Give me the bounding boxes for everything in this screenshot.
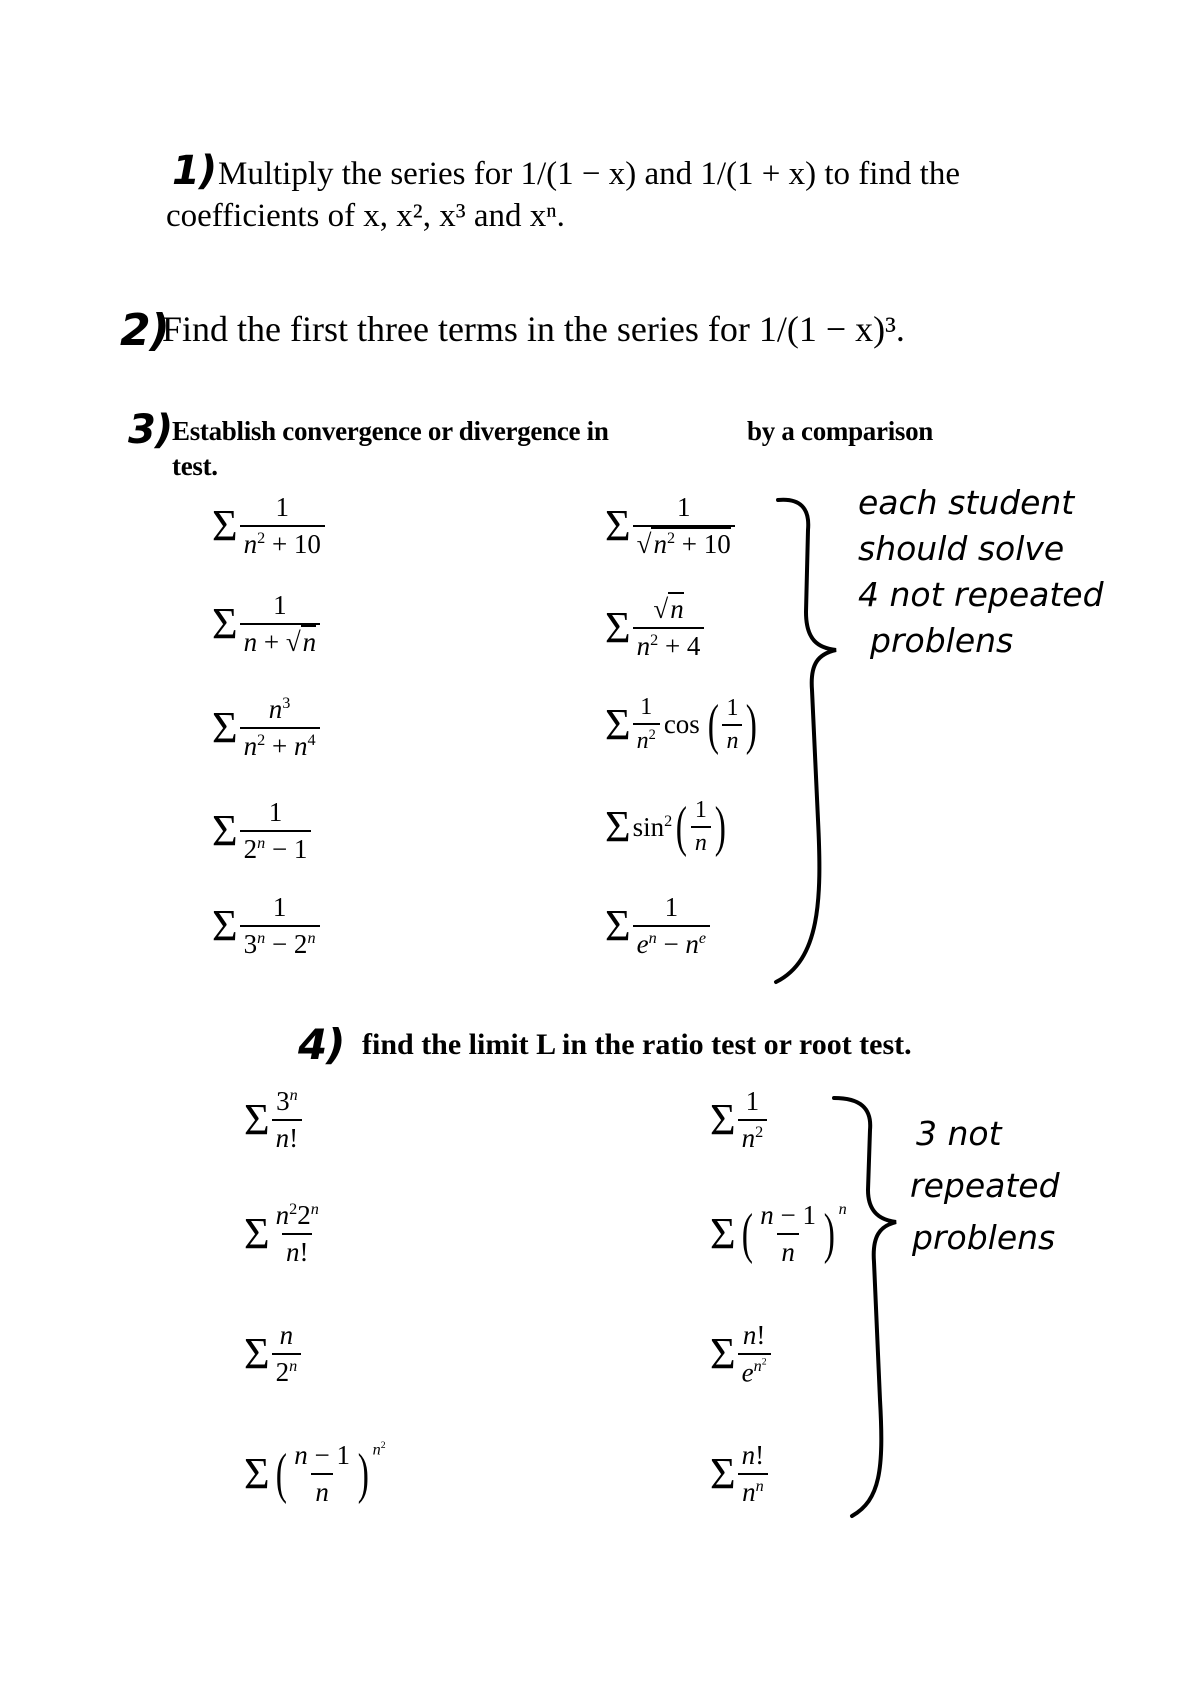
problem-4-number: 4) [298, 1020, 345, 1069]
sigma-symbol: Σ [710, 1209, 736, 1258]
fraction: $\frac{3^n}{n!}$ [272, 1086, 303, 1154]
fraction: $\frac{1}{n}$ [722, 695, 742, 755]
sigma-symbol: Σ [244, 1209, 270, 1258]
problem-3-number: 3) [128, 407, 173, 453]
sigma-symbol: Σ [710, 1095, 736, 1144]
note-line: problens [912, 1218, 1056, 1257]
brace-problem-4 [834, 1098, 896, 1516]
sigma-symbol: Σ [710, 1449, 736, 1498]
fraction: $\frac{1}{√n^2 + 10}$ [633, 492, 735, 560]
sigma-symbol: Σ [605, 501, 631, 550]
problem-3-text-part2: by a comparison [747, 416, 934, 446]
note-line: 4 not repeated [858, 575, 1104, 614]
fraction: $\frac{1}{3^n - 2^n}$ [240, 892, 320, 960]
note-line: 3 not [916, 1114, 1002, 1153]
fraction: $\frac{n}{2^n}$ [272, 1320, 302, 1388]
series-3h: Σ $\frac{1}{n^2}$ cos ( $\frac{1}{n}$ ) [605, 693, 758, 756]
problem-2-text: Find the first three terms in the series for 1/(1 − x)³. [162, 309, 905, 349]
fraction: $\frac{n^3}{n^2 + n^4}$ [240, 694, 320, 762]
sigma-symbol: Σ [244, 1095, 270, 1144]
sigma-symbol: Σ [244, 1449, 270, 1498]
sigma-symbol: Σ [212, 501, 238, 550]
fraction: $\frac{1}{n + √n}$ [240, 590, 321, 658]
fraction: $\frac{1}{n^2}$ [633, 694, 660, 755]
problem-1-number: 1) [172, 148, 217, 194]
problem-3-text-part1: Establish convergence or divergence in [172, 416, 609, 446]
note-line: repeated [910, 1166, 1060, 1205]
fraction: $\frac{n!}{n^n}$ [738, 1440, 769, 1508]
sigma-symbol: Σ [605, 901, 631, 950]
sigma-symbol: Σ [212, 806, 238, 855]
note-line: each student [858, 483, 1075, 522]
problem-4-text: find the limit L in the ratio test or root test. [362, 1028, 912, 1061]
problem-3-text-line2: test. [172, 451, 218, 481]
fraction: $\frac{1}{e^n - n^e}$ [633, 892, 711, 960]
fraction: $\frac{1}{n^2}$ [738, 1086, 768, 1154]
fraction: $\frac{n!}{e^{n^2}}$ [738, 1320, 771, 1388]
fraction: $\frac{1}{n}$ [691, 797, 711, 857]
sigma-symbol: Σ [605, 603, 631, 652]
sigma-symbol: Σ [605, 802, 631, 851]
fraction: $\frac{1}{2^n - 1}$ [240, 797, 312, 865]
note-line: problens [870, 621, 1014, 660]
series-3i: Σ $\sin^2$ ( $\frac{1}{n}$ ) [605, 796, 726, 858]
fraction: $\frac{n - 1}{n}$ [760, 1200, 816, 1267]
brace-problem-3 [776, 500, 836, 982]
note-line: should solve [858, 529, 1065, 568]
sigma-symbol: Σ [244, 1329, 270, 1378]
sigma-symbol: Σ [710, 1329, 736, 1379]
sigma-symbol: Σ [212, 703, 238, 752]
problem-1-line1: Multiply the series for 1/(1 − x) and 1/(1 + x) to find the [218, 156, 961, 192]
problem-2-number: 2) [120, 305, 169, 356]
series-4d: Σ ( $\frac{n - 1}{n}$ ) $^{n^2}$ [244, 1440, 386, 1507]
fraction: $\frac{1}{n^2 + 10}$ [240, 492, 325, 560]
series-4f: Σ ( $\frac{n - 1}{n}$ ) $^n$ [710, 1200, 847, 1267]
sigma-symbol: Σ [605, 699, 631, 749]
sigma-symbol: Σ [212, 901, 238, 950]
problem-1-line2: coefficients of x, x², x³ and xⁿ. [166, 198, 565, 234]
fraction: $\frac{n^22^n}{n!}$ [275, 1200, 319, 1267]
sigma-symbol: Σ [212, 599, 238, 648]
fraction: $\frac{n - 1}{n}$ [294, 1440, 350, 1507]
fraction: $\frac{√n}{n^2 + 4}$ [633, 594, 705, 662]
